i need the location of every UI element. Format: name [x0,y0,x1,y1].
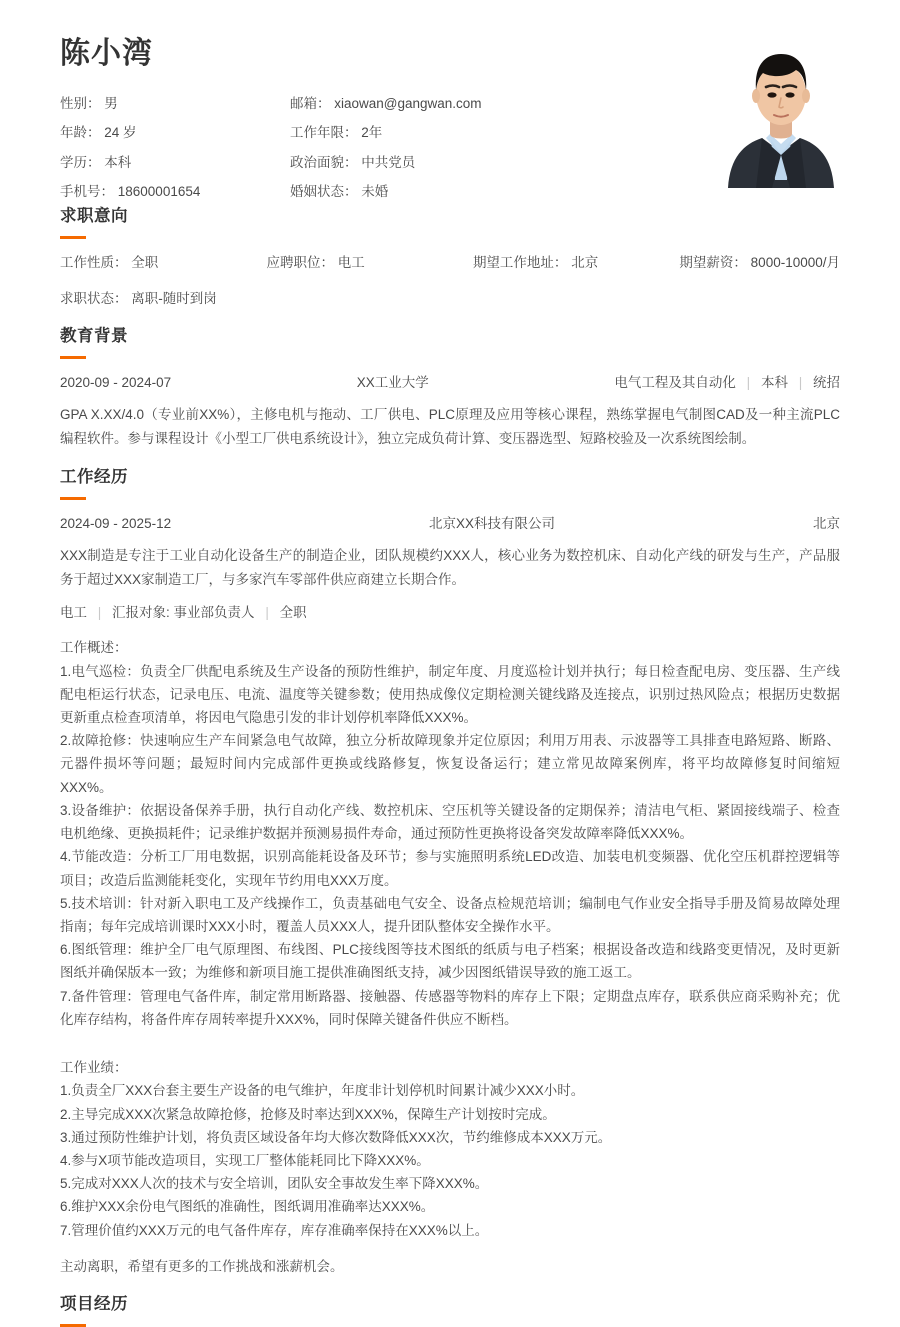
education-major: 电气工程及其自动化 [614,375,736,391]
work-date: 2024-09 - 2025-12 [60,516,172,532]
basic-info-gender-label: 性别： [60,96,101,111]
work-achievement-item: 4.参与X项节能改造项目，实现工厂整体能耗同比下降XXX%。 [60,1152,430,1168]
work-achievement-item: 1.负责全厂XXX台套主要生产设备的电气维护，年度非计划停机时间累计减少XXX小时。 [60,1083,585,1099]
basic-info-age-label: 年龄： [60,125,101,141]
basic-info-gender [60,94,290,114]
divider: | [97,604,102,620]
work-achievement-item: 7.管理价值约XXX万元的电气备件库存，库存准确率保持在XXX%以上。 [60,1222,489,1238]
basic-info-marital-value: 未婚 [361,183,389,199]
education-degree: 本科 [760,375,788,391]
job-intent-nature-label: 工作性质： [60,255,128,271]
work-position-meta [60,602,840,624]
accent-bar [60,356,86,359]
job-intent-position-label: 应聘职位： [266,255,334,271]
education-qualification [614,372,840,394]
divider: | [265,604,269,620]
work-achievement-item: 5.完成对XXX人次的技术与安全培训，团队安全事故发生率下降XXX%。 [60,1176,489,1192]
basic-info-age [60,123,290,143]
education-entry-header [60,372,840,394]
basic-info-education-value: 本科 [104,154,132,170]
work-position: 电工 [60,604,87,620]
work-duty-item: 3.设备维护：依据设备保养手册，执行自动化产线、数控机床、空压机等关键设备的定期保养；清洁电气柜、紧固接线端子、检查电机绝缘、更换损耗件；记录维护数据并预测易损件寿命，通过预防性更换将设备突发故障率降低XXX%。 [60,802,840,842]
work-duty-item: 5.技术培训：针对新入职电工及产线操作工，负责基础电气安全、设备点检规范培训；编制电气作业安全指导手册及简易故障处理指南；每年完成培训课时XXX小时，覆盖人员XXX人，提升团队整体安全操作水平。 [60,895,840,934]
work-duties-block [60,636,840,1031]
job-intent-status-value: 离职-随时到岗 [131,291,217,307]
work-closing-note: 主动离职，希望有更多的工作挑战和涨薪机会。 [60,1258,344,1274]
work-duty-item: 1.电气巡检：负责全厂供配电系统及生产设备的预防性维护，制定年度、月度巡检计划并执行；每日检查配电房、变压器、生产线配电柜运行状态，记录电压、电流、温度等关键参数；使用热成像仪定期检测关键线路及连接点，识别过热风险点；根据历史数据更新重点检查项清单，将因电气隐患引发的非计划停机率降低XXX%。 [60,663,840,725]
section-work-experience [60,467,840,1278]
basic-info-education-label: 学历： [60,154,101,170]
resume-header [60,0,840,199]
basic-info-email-label: 邮箱： [290,96,331,111]
basic-info-grid [60,94,620,202]
divider: | [746,375,751,391]
work-achievement-item: 3.通过预防性维护计划，将负责区域设备年均大修次数降低XXX次，节约维修成本XXX万元。 [60,1129,612,1145]
work-duty-item: 4.节能改造：分析工厂用电数据，识别高能耗设备及环节；参与实施照明系统LED改造、加装电机变频器、优化空压机群控逻辑等项目；改造后监测能耗变化，实现年节约用电XXX万度。 [60,849,840,888]
job-intent-position-value: 电工 [337,255,365,271]
work-company: 北京XX科技有限公司 [429,516,556,532]
basic-info-phone [60,182,290,202]
spacer [60,1031,840,1043]
work-duty-item: 6.图纸管理：维护全厂电气原理图、布线图、PLC接线图等技术图纸的纸质与电子档案；根据设备改造和线路变更情况，及时更新图纸并确保版本一致；为维修和新项目施工提供准确图纸支持，减少因图纸错误导致的施工返工。 [60,942,840,981]
section-title-work-experience: 工作经历 [60,467,128,486]
work-location: 北京 [813,516,840,532]
basic-info-marital-label: 婚姻状态： [290,183,358,199]
work-job-type: 全职 [279,604,307,620]
job-intent-nature [60,252,266,274]
job-intent-position [266,252,472,274]
avatar-illustration [722,28,840,188]
work-achievements-block [60,1056,840,1242]
education-school: XX工业大学 [356,375,429,391]
section-education [60,326,840,451]
work-duty-item: 2.故障抢修：快速响应生产车间紧急电气故障，独立分析故障现象并定位原因；利用万用表、示波器等工具排查电路短路、断路、元器件损坏等问题；最短时间内完成部件更换或线路修复，恢复设备运行；建立常见故障案例库，将平均故障修复时间缩短XXX%。 [60,733,840,795]
basic-info-experience-label: 工作年限： [290,125,358,141]
work-duties-heading: 工作概述： [60,640,128,656]
work-achievement-item: 2.主导完成XXX次紧急故障抢修，抢修及时率达到XXX%，保障生产计划按时完成。 [60,1106,556,1122]
section-title-job-intent: 求职意向 [60,207,128,225]
section-title-education: 教育背景 [60,326,128,345]
basic-info-education [60,153,290,173]
work-report-to: 汇报对象: 事业部负责人 [112,604,255,620]
basic-info-email-value: xiaowan@gangwan.com [334,96,482,111]
work-achievements-heading: 工作业绩： [60,1060,128,1076]
job-intent-salary-label: 期望薪资： [679,255,747,271]
job-intent-salary [679,252,840,274]
accent-bar [60,236,86,239]
basic-info-email [290,94,620,114]
education-description: GPA X.XX/4.0（专业前XX%），主修电机与拖动、工厂供电、PLC原理及应用等核心课程，熟练掌握电气制图CAD及一种主流PLC编程软件。参与课程设计《小型工厂供电系统设计》，独立完成负荷计算、变压器选型、短路校验及一次系统图绘制。 [60,406,840,446]
accent-bar [60,497,86,500]
work-company-intro: XXX制造是专注于工业自动化设备生产的制造企业，团队规模约XXX人，核心业务为数控机床、自动化产线的研发与生产，产品服务于超过XXX家制造工厂，与多家汽车零部件供应商建立长期合作。 [60,547,840,587]
job-intent-row-status [60,288,840,310]
candidate-name: 陈小湾 [60,37,153,70]
basic-info-phone-label: 手机号： [60,183,114,199]
job-intent-salary-value: 8000-10000/月 [750,255,840,271]
section-title-project-experience: 项目经历 [60,1295,128,1314]
work-entry-header [60,513,840,535]
basic-info-political [290,153,620,173]
basic-info-phone-value: 18600001654 [117,183,201,199]
section-project-experience [60,1294,840,1327]
work-duty-item: 7.备件管理：管理电气备件库，制定常用断路器、接触器、传感器等物料的库存上下限；定期盘点库存，联系供应商采购补充；优化库存结构，将备件库存周转率提升XXX%，同时保障关键备件供应不断档。 [60,988,840,1027]
divider: | [798,375,803,391]
section-job-intent [60,206,840,310]
basic-info-age-value: 24 岁 [104,125,137,141]
education-enrollment: 统招 [813,375,840,391]
job-intent-location-value: 北京 [571,255,599,271]
work-achievement-item: 6.维护XXX余份电气图纸的准确性，图纸调用准确率达XXX%。 [60,1199,435,1215]
education-date: 2020-09 - 2024-07 [60,375,172,391]
basic-info-political-value: 中共党员 [361,154,416,170]
basic-info-political-label: 政治面貌： [290,154,358,170]
job-intent-location-label: 期望工作地址： [472,255,568,271]
job-intent-nature-value: 全职 [131,255,159,271]
job-intent-row-primary [60,252,840,274]
job-intent-status-label: 求职状态： [60,291,128,307]
basic-info-experience [290,123,620,143]
job-intent-location [473,252,679,274]
basic-info-gender-value: 男 [104,96,118,111]
basic-info-marital [290,182,620,202]
avatar [722,28,840,188]
basic-info-experience-value: 2年 [361,125,383,141]
